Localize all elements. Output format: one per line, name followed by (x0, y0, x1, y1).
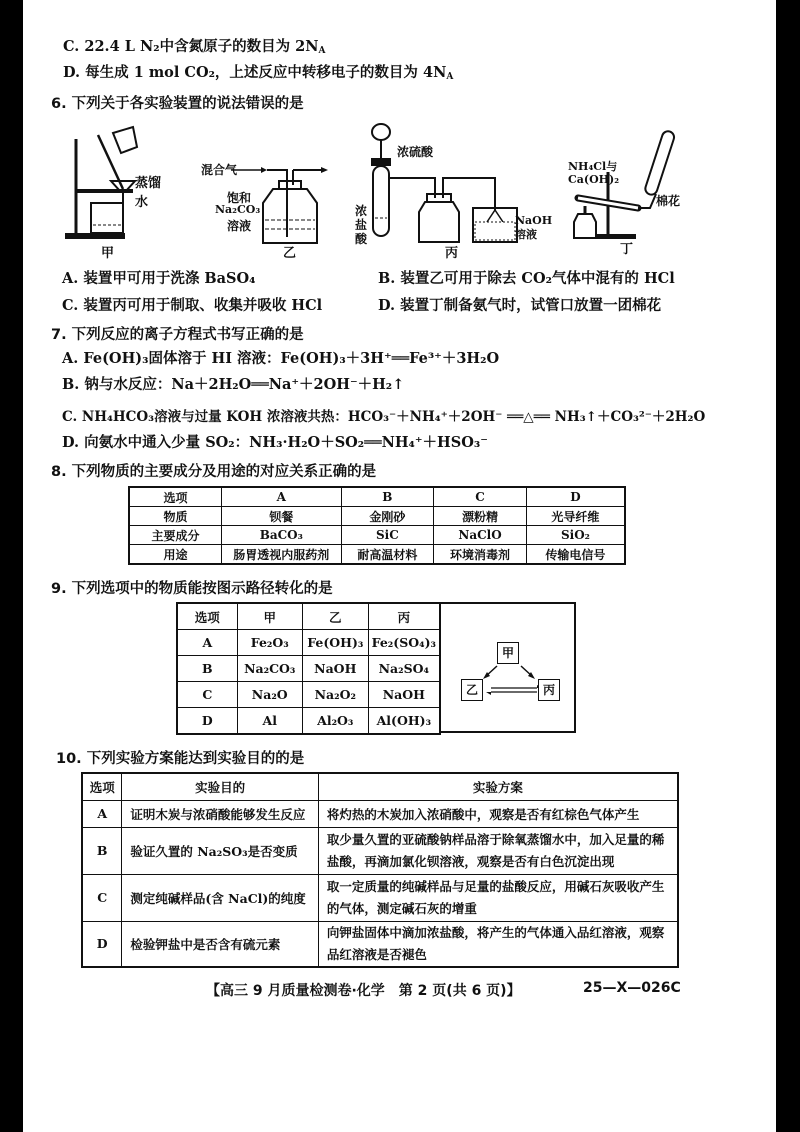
table-cell: 证明木炭与浓硝酸能够发生反应 (122, 800, 318, 827)
table-row (82, 874, 678, 921)
figure-bing (355, 118, 553, 261)
figure-ding-caption: 丁 (620, 242, 634, 257)
node-jia: 甲 (497, 642, 519, 664)
table-row (82, 827, 678, 874)
q7-option-d: D. 向氨水中通入少量 SO₂：NH₃·H₂O＋SO₂══NH₄⁺＋HSO₃⁻ (62, 434, 488, 451)
figure-bing-caption: 丙 (445, 246, 459, 261)
table-cell: Na₂SO₄ (368, 656, 440, 682)
table-cell: 甲 (237, 603, 302, 630)
footer-title: 【高三 9 月质量检测卷·化学 第 2 页(共 6 页)】 (206, 983, 521, 999)
figure-yi-caption: 乙 (283, 246, 297, 261)
node-yi: 乙 (461, 679, 483, 701)
q7-option-b: B. 钠与水反应：Na＋2H₂O══Na⁺＋2OH⁻＋H₂↑ (62, 376, 405, 393)
q9-stem: 9. 下列选项中的物质能按图示路径转化的是 (51, 581, 333, 597)
table-cell: 光导纤维 (526, 507, 625, 526)
table-cell: Al(OH)₃ (368, 708, 440, 735)
table-cell: Al₂O₃ (302, 708, 368, 735)
table-cell: Fe₂(SO₄)₃ (368, 630, 440, 656)
q6-option-a: A. 装置甲可用于洗涤 BaSO₄ (62, 270, 256, 287)
gas-washing-bottle-icon (201, 125, 331, 245)
table-cell: 丙 (368, 603, 440, 630)
mixed-gas-label: 混合气 (201, 163, 238, 177)
table-cell: A (82, 800, 122, 827)
table-cell: 验证久置的 Na₂SO₃是否变质 (122, 827, 318, 874)
node-bing: 丙 (538, 679, 560, 701)
table-row (177, 603, 440, 630)
q6-option-b: B. 装置乙可用于除去 CO₂气体中混有的 HCl (378, 270, 675, 287)
table-row (129, 507, 625, 526)
distilled-water-label: 蒸馏水 (135, 176, 162, 210)
table-cell: B (82, 827, 122, 874)
q9-conversion-diagram (441, 602, 576, 733)
table-cell: 漂粉精 (434, 507, 527, 526)
q5-option-d: D. 每生成 1 mol CO₂，上述反应中转移电子的数目为 $4N_A$ (63, 64, 454, 82)
table-cell: Na₂O₂ (302, 682, 368, 708)
table-row (177, 708, 440, 735)
table-cell: 环境消毒剂 (434, 545, 527, 565)
table-cell: NaOH (368, 682, 440, 708)
table-cell: C (177, 682, 237, 708)
table-row (82, 773, 678, 800)
table-cell: 金刚砂 (341, 507, 434, 526)
q7-stem: 7. 下列反应的离子方程式书写正确的是 (51, 327, 304, 343)
q6-option-c: C. 装置丙可用于制取、收集并吸收 HCl (62, 297, 323, 314)
table-cell: SiC (341, 526, 434, 545)
table-cell: Fe₂O₃ (237, 630, 302, 656)
table-cell: 钡餐 (222, 507, 342, 526)
table-cell: 测定纯碱样品(含 NaCl)的纯度 (122, 874, 318, 921)
table-cell: 肠胃透视内服药剂 (222, 545, 342, 565)
table-cell: D (82, 921, 122, 967)
table-cell: Al (237, 708, 302, 735)
table-cell: SiO₂ (526, 526, 625, 545)
figure-ding (548, 122, 698, 258)
table-cell: C (434, 487, 527, 507)
table-cell: A (222, 487, 342, 507)
table-cell: B (177, 656, 237, 682)
q7-option-a: A. Fe(OH)₃固体溶于 HI 溶液：Fe(OH)₃＋3H⁺══Fe³⁺＋3H₂O (62, 350, 500, 367)
table-row (177, 682, 440, 708)
table-cell: 将灼热的木炭加入浓硝酸中，观察是否有红棕色气体产生 (318, 800, 678, 827)
table-cell: A (177, 630, 237, 656)
reagents-label: NH₄Cl与 Ca(OH)₂ (568, 160, 620, 186)
table-cell: 取少量久置的亚硫酸钠样品溶于除氧蒸馏水中，加入足量的稀盐酸，再滴加氯化钡溶液，观察是否有白色沉淀出现 (318, 827, 678, 874)
table-cell: 传输电信号 (526, 545, 625, 565)
q7-option-c: C. NH₄HCO₃溶液与过量 KOH 浓溶液共热：HCO₃⁻＋NH₄⁺＋2OH⁻ ══△══ NH₃↑＋CO₃²⁻＋2H₂O (62, 409, 706, 425)
table-cell: Na₂CO₃ (237, 656, 302, 682)
table-cell: 选项 (177, 603, 237, 630)
table-cell: B (341, 487, 434, 507)
table-cell: 用途 (129, 545, 222, 565)
table-row (177, 656, 440, 682)
conc-hcl-label: 浓 盐 酸 (355, 204, 368, 246)
conc-sulfuric-acid-label: 浓硫酸 (397, 145, 434, 159)
naoh-solution-label: NaOH 溶液 (515, 214, 553, 241)
table-row (129, 545, 625, 565)
table-cell: C (82, 874, 122, 921)
q6-stem: 6. 下列关于各实验装置的说法错误的是 (51, 96, 304, 112)
q8-table (128, 486, 626, 565)
table-cell: 向钾盐固体中滴加浓盐酸，将产生的气体通入品红溶液，观察品红溶液是否褪色 (318, 921, 678, 967)
table-cell: 耐高温材料 (341, 545, 434, 565)
table-cell: 乙 (302, 603, 368, 630)
q6-option-d: D. 装置丁制备氨气时，试管口放置一团棉花 (378, 297, 662, 314)
cotton-label: 棉花 (656, 194, 681, 208)
table-cell: NaOH (302, 656, 368, 682)
table-cell: 物质 (129, 507, 222, 526)
table-cell: D (526, 487, 625, 507)
solution-label: 溶液 (227, 219, 252, 233)
q10-stem: 10. 下列实验方案能达到实验目的的是 (56, 751, 305, 767)
table-row (82, 800, 678, 827)
exam-page (23, 0, 776, 1132)
q10-table (81, 772, 679, 968)
footer-code: 25—X—026C (583, 980, 681, 996)
table-row (129, 487, 625, 507)
figure-jia (63, 125, 173, 261)
table-cell: 选项 (82, 773, 122, 800)
q8-stem: 8. 下列物质的主要成分及用途的对应关系正确的是 (51, 464, 377, 480)
saturated-label: 饱和 (227, 191, 252, 205)
table-row (177, 630, 440, 656)
q9-table (176, 602, 441, 735)
table-cell: 主要成分 (129, 526, 222, 545)
table-cell: BaCO₃ (222, 526, 342, 545)
table-cell: 选项 (129, 487, 222, 507)
table-cell: D (177, 708, 237, 735)
table-cell: 取一定质量的纯碱样品与足量的盐酸反应，用碱石灰吸收产生的气体，测定碱石灰的增重 (318, 874, 678, 921)
table-cell: 检验钾盐中是否含有硫元素 (122, 921, 318, 967)
q5-option-c: C. 22.4 L N₂中含氮原子的数目为 $2N_A$ (63, 38, 326, 56)
na2co3-label: Na₂CO₃ (215, 203, 261, 216)
table-cell: Fe(OH)₃ (302, 630, 368, 656)
table-row (129, 526, 625, 545)
table-cell: 实验方案 (318, 773, 678, 800)
table-cell: Na₂O (237, 682, 302, 708)
table-cell: 实验目的 (122, 773, 318, 800)
figure-yi (201, 125, 331, 261)
table-row (82, 921, 678, 967)
figure-jia-caption: 甲 (101, 246, 115, 261)
conversion-arrows-icon (441, 604, 576, 735)
table-cell: NaClO (434, 526, 527, 545)
